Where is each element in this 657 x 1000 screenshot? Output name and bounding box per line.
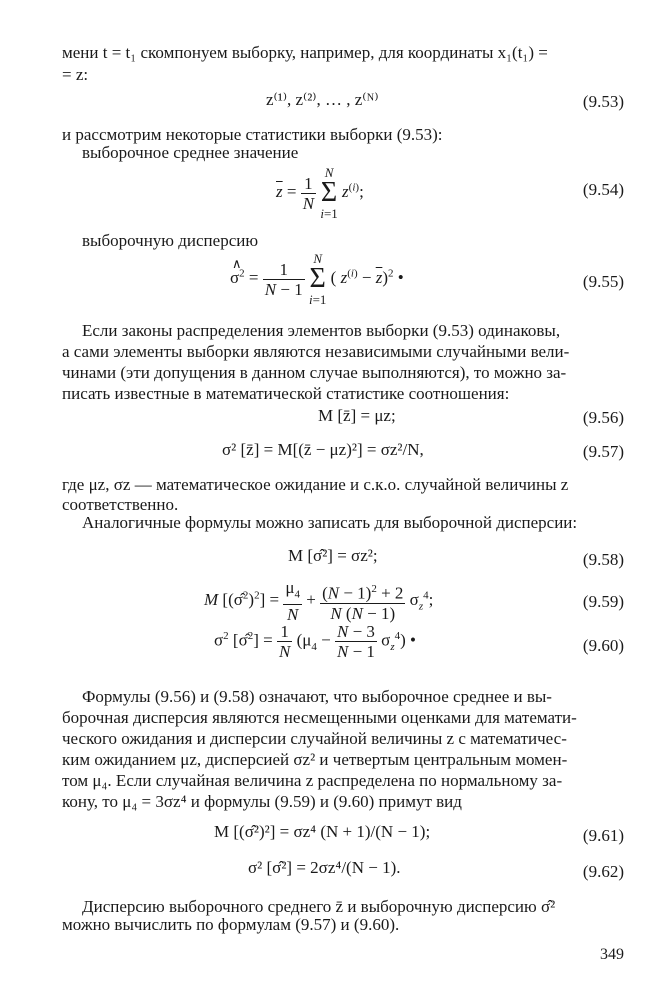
equation-9-60: $\sigma^2$ [σ̂$^2$] = $\frac{1}{N}$ ($\mu_4$ − $\frac{N - 3}{N - 1}$ $\sigma_z^4$) • [214, 622, 416, 661]
paragraph-line: ким ожиданием μz, дисперсией σz² и четвертым центральным момен- [62, 750, 568, 769]
equation-number: (9.60) [582, 636, 624, 655]
page-number: 349 [600, 946, 624, 963]
equation-9-56: M [z̄] = μz; [318, 406, 396, 425]
equation-9-57: σ² [z̄] = M[(z̄ − μz)²] = σz²/N, [222, 440, 424, 459]
equation-number: (9.59) [582, 592, 624, 611]
equation-number: (9.57) [582, 442, 624, 461]
equation-9-59: M [(σ̂$^2$)$^2$] = $\frac{\mu_4}{N}$ + $\frac{(N - 1)^2 + 2}{N (N - 1)}$ $\sigma_z^4$; [204, 578, 434, 625]
equation-number: (9.62) [582, 862, 624, 881]
equation-9-61: M [(σ̂²)²] = σz⁴ (N + 1)/(N − 1); [214, 822, 431, 841]
paragraph-line: соответственно. [62, 495, 179, 514]
equation-number: (9.54) [582, 180, 624, 199]
paragraph-line: мени t = t₁ скомпонуем выборку, например, для координаты x₁(t₁) = [62, 43, 548, 62]
equation-9-53: z⁽¹⁾, z⁽²⁾, … , z⁽ᴺ⁾ [266, 90, 379, 109]
paragraph-line: Формулы (9.56) и (9.58) означают, что выборочное среднее и вы- [82, 687, 552, 706]
paragraph-line: писать известные в математической статистике соотношения: [62, 384, 510, 403]
equation-number: (9.61) [582, 826, 624, 845]
equation-number: (9.56) [582, 408, 624, 427]
equation-9-62: σ² [σ̂²] = 2σz⁴/(N − 1). [248, 858, 401, 877]
paragraph-line: кону, то μ₄ = 3σz⁴ и формулы (9.59) и (9.60) примут вид [62, 792, 462, 811]
paragraph-line: где μz, σz — математическое ожидание и с.к.о. случайной величины z [62, 475, 569, 494]
paragraph-line: чинами (эти допущения в данном случае выполняются), то можно за- [62, 363, 567, 382]
equation-number: (9.58) [582, 550, 624, 569]
equation-9-55: ∧ $\sigma^2$ = $\frac{1}{N - 1}$ N Σ i=1 ( $z^{(i)} - \overline{z})^2$ • [230, 251, 404, 307]
equation-number: (9.53) [582, 92, 624, 111]
paragraph-line: можно вычислить по формулам (9.57) и (9.60). [62, 915, 400, 934]
paragraph-line: ческого ожидания и дисперсии случайной величины z с математичес- [62, 729, 567, 748]
equation-9-54: $\overline{z}$ = $\frac{1}{N}$ N Σ i=1 $z^{(i)}$; [276, 165, 364, 221]
paragraph-line: а сами элементы выборки являются независимыми случайными вели- [62, 342, 570, 361]
paragraph-line: выборочную дисперсию [82, 231, 259, 250]
paragraph-line: том μ₄. Если случайная величина z распределена по нормальному за- [62, 771, 563, 790]
paragraph-line: Аналогичные формулы можно записать для выборочной дисперсии: [82, 513, 578, 532]
equation-9-58: M [σ̂²] = σz²; [288, 546, 378, 565]
paragraph-line: и рассмотрим некоторые статистики выборки (9.53): [62, 125, 443, 144]
paragraph-line: борочная дисперсия являются несмещенными оценками для математи- [62, 708, 577, 727]
paragraph-line: выборочное среднее значение [82, 143, 299, 162]
equation-number: (9.55) [582, 272, 624, 291]
paragraph-line: Дисперсию выборочного среднего z̄ и выборочную дисперсию σ̂² [82, 897, 556, 916]
paragraph-line: = z: [62, 65, 89, 84]
paragraph-line: Если законы распределения элементов выборки (9.53) одинаковы, [82, 321, 561, 340]
